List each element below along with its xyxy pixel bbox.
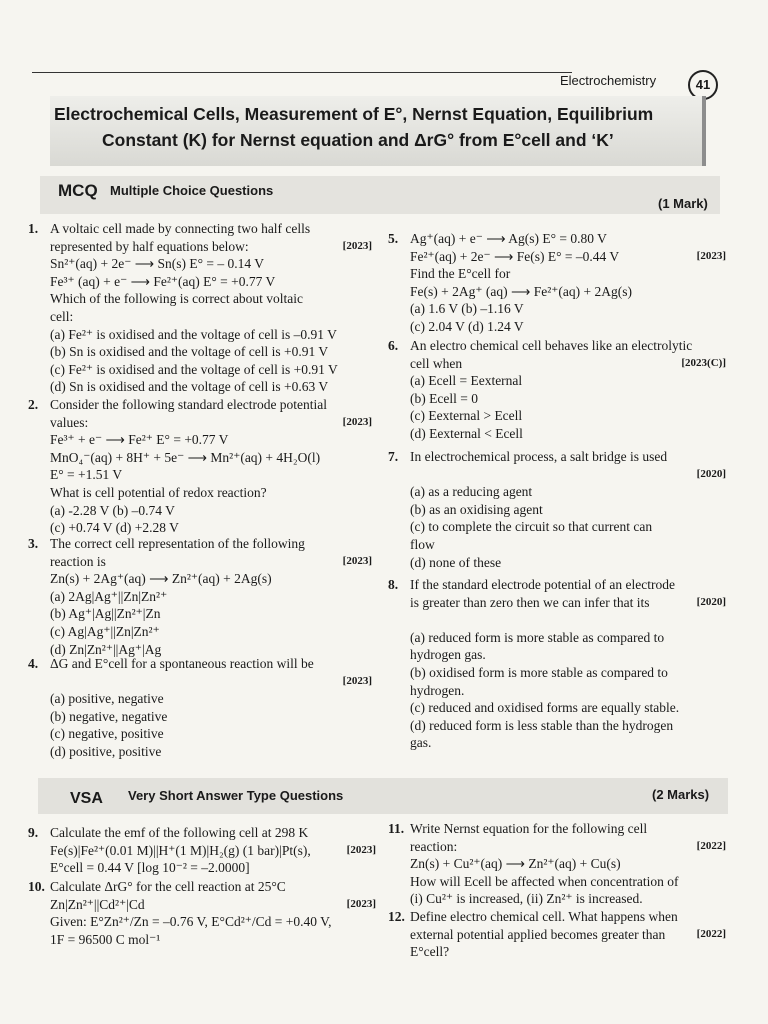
- answer-option: (b) Ecell = 0: [410, 390, 478, 406]
- question-year: [2022]: [696, 840, 726, 852]
- question-text-line: Zn(s) + Cu²⁺(aq) ⟶ Zn²⁺(aq) + Cu(s): [410, 856, 621, 872]
- question-text-line: The correct cell representation of the following: [50, 536, 305, 551]
- question-number: 3.: [28, 536, 39, 551]
- question-year: [2023]: [346, 898, 376, 910]
- question-number: 1.: [28, 221, 39, 236]
- header-rule: [32, 72, 572, 73]
- question-4: [28, 655, 372, 761]
- question-11: [388, 820, 726, 908]
- answer-option: (d) none of these: [410, 554, 502, 570]
- question-text-line: [410, 466, 726, 484]
- question-text-line: In electrochemical process, a salt bridge is used: [410, 449, 668, 464]
- question-text-line: Zn|Zn²⁺||Cd²⁺|Cd: [50, 896, 145, 912]
- question-text-line: Fe(s)|Fe²⁺(0.01 M)||H⁺(1 M)|H₂(g) (1 bar)|Pt(s),: [50, 842, 311, 858]
- question-2: [28, 396, 372, 537]
- vsa-tag: VSA: [70, 790, 103, 807]
- answer-option: (a) positive, negative: [50, 691, 164, 707]
- question-text-line: E°cell?: [410, 944, 450, 960]
- answer-option: (c) reduced and oxidised forms are equally stable.: [410, 700, 680, 716]
- question-year: [2023(C)]: [681, 357, 726, 369]
- question-text-line: Zn(s) + 2Ag⁺(aq) ⟶ Zn²⁺(aq) + 2Ag(s): [50, 571, 272, 587]
- answer-option: (b) negative, negative: [50, 708, 168, 724]
- answer-option: (a) Fe²⁺ is oxidised and the voltage of cell is –0.91 V: [50, 326, 337, 342]
- question-number: 11.: [388, 821, 405, 836]
- question-text-line: Define electro chemical cell. What happens when: [410, 909, 678, 924]
- question-10: [28, 878, 376, 948]
- mcq-section-title: Multiple Choice Questions: [110, 183, 274, 198]
- answer-option: (c) negative, positive: [50, 726, 164, 742]
- question-text-line: Fe(s) + 2Ag⁺ (aq) ⟶ Fe²⁺(aq) + 2Ag(s): [410, 283, 632, 299]
- question-year: [2022]: [696, 928, 726, 940]
- question-number: 2.: [28, 397, 39, 412]
- question-text-line: Which of the following is correct about voltaic: [50, 291, 304, 307]
- question-text-line: Fe³⁺ + e⁻ ⟶ Fe²⁺ E° = +0.77 V: [50, 432, 229, 448]
- question-text-line: [50, 673, 372, 691]
- answer-option: (d) Zn|Zn²⁺||Ag⁺|Ag: [50, 641, 162, 657]
- question-number: 4.: [28, 656, 39, 671]
- question-text-line: Given: E°Zn²⁺/Zn = –0.76 V, E°Cd²⁺/Cd = +0.40 V,: [50, 914, 332, 930]
- question-text-line: flow: [410, 536, 435, 552]
- page-number: 41: [688, 70, 718, 100]
- question-number: 8.: [388, 577, 399, 592]
- question-text-line: Calculate the emf of the following cell at 298 K: [50, 825, 309, 840]
- answer-option: (c) Ag|Ag⁺||Zn|Zn²⁺: [50, 623, 160, 639]
- question-12: [388, 908, 726, 961]
- question-year: [2023]: [342, 555, 372, 567]
- question-8: [388, 576, 726, 752]
- answer-option: (c) Eexternal > Ecell: [410, 408, 523, 424]
- answer-option: (b) Ag⁺|Ag||Zn²⁺|Zn: [50, 606, 161, 622]
- question-text-line: E°cell = 0.44 V [log 10⁻² = –2.0000]: [50, 860, 250, 876]
- question-text-line: external potential applied becomes greater than: [410, 926, 666, 942]
- answer-option: (d) Eexternal < Ecell: [410, 425, 523, 441]
- answer-option: (a) -2.28 V (b) –0.74 V: [50, 502, 175, 518]
- answer-option: (c) +0.74 V (d) +2.28 V: [50, 520, 179, 536]
- chapter-name: Electrochemistry: [560, 73, 657, 88]
- question-text-line: Consider the following standard electrode potential: [50, 397, 328, 412]
- question-text-line: If the standard electrode potential of an electrode: [410, 577, 675, 592]
- vsa-section-title: Very Short Answer Type Questions: [128, 788, 344, 803]
- question-text-line: What is cell potential of redox reaction?: [50, 484, 267, 500]
- question-text-line: reaction is: [50, 553, 106, 569]
- question-year: [2023]: [342, 675, 372, 687]
- question-text-line: Find the E°cell for: [410, 266, 511, 282]
- question-text-line: reaction:: [410, 838, 458, 854]
- question-year: [2020]: [696, 468, 726, 480]
- question-text-line: Ag⁺(aq) + e⁻ ⟶ Ag(s) E° = 0.80 V: [410, 231, 607, 246]
- question-text-line: represented by half equations below:: [50, 238, 249, 254]
- mcq-tag: MCQ: [58, 181, 98, 200]
- answer-option: (b) as an oxidising agent: [410, 501, 543, 517]
- question-text-line: Write Nernst equation for the following cell: [410, 821, 648, 836]
- question-9: [28, 824, 376, 877]
- question-number: 5.: [388, 231, 399, 246]
- mcq-marks: (1 Mark): [658, 196, 708, 211]
- answer-option: (c) 2.04 V (d) 1.24 V: [410, 318, 524, 334]
- question-year: [2023]: [342, 416, 372, 428]
- question-text-line: cell when: [410, 355, 463, 371]
- question-text-line: Calculate ΔrG° for the cell reaction at 25°C: [50, 879, 286, 894]
- question-year: [2023]: [346, 844, 376, 856]
- answer-option: (c) Fe²⁺ is oxidised and the voltage of cell is +0.91 V: [50, 361, 338, 377]
- answer-option: (d) Sn is oxidised and the voltage of cell is +0.63 V: [50, 379, 329, 395]
- answer-option: (b) oxidised form is more stable as compared to: [410, 664, 668, 680]
- question-3: [28, 535, 372, 658]
- question-number: 9.: [28, 825, 39, 840]
- question-year: [2023]: [696, 250, 726, 262]
- answer-option: (a) 2Ag|Ag⁺||Zn|Zn²⁺: [50, 588, 168, 604]
- answer-option: (a) as a reducing agent: [410, 484, 533, 500]
- question-year: [2023]: [342, 240, 372, 252]
- question-1: [28, 220, 372, 396]
- answer-option: (a) Ecell = Eexternal: [410, 373, 523, 389]
- question-text-line: cell:: [50, 308, 74, 324]
- question-7: [388, 448, 726, 571]
- answer-option: (i) Cu²⁺ is increased, (ii) Zn²⁺ is increased.: [410, 891, 643, 907]
- question-text-line: 1F = 96500 C mol⁻¹: [50, 931, 161, 947]
- question-text-line: is greater than zero then we can infer that its: [410, 594, 650, 610]
- vsa-marks: (2 Marks): [652, 787, 710, 802]
- question-text-line: An electro chemical cell behaves like an electrolytic: [410, 338, 693, 353]
- question-text-line: Fe³⁺ (aq) + e⁻ ⟶ Fe²⁺(aq) E° = +0.77 V: [50, 273, 276, 289]
- answer-option: (a) reduced form is more stable as compared to: [410, 629, 665, 645]
- answer-option: (c) to complete the circuit so that current can: [410, 519, 653, 535]
- question-text-line: [410, 611, 726, 629]
- topic-title-line-2: Constant (K) for Nernst equation and ΔrG° from E°cell and ‘K’: [102, 130, 614, 150]
- question-text-line: Sn²⁺(aq) + 2e⁻ ⟶ Sn(s) E° = – 0.14 V: [50, 256, 265, 272]
- question-text-line: E° = +1.51 V: [50, 467, 123, 483]
- answer-option: (d) positive, positive: [50, 743, 162, 759]
- question-text-line: How will Ecell be affected when concentration of: [410, 873, 679, 889]
- question-text-line: MnO₄⁻(aq) + 8H⁺ + 5e⁻ ⟶ Mn²⁺(aq) + 4H₂O(l): [50, 449, 321, 465]
- answer-option: (d) reduced form is less stable than the hydrogen: [410, 717, 674, 733]
- question-text-line: hydrogen.: [410, 682, 465, 698]
- topic-title-line-1: Electrochemical Cells, Measurement of E°, Nernst Equation, Equilibrium: [54, 104, 654, 124]
- question-5: [388, 230, 726, 336]
- question-text-line: gas.: [410, 735, 432, 751]
- question-text-line: hydrogen gas.: [410, 647, 486, 663]
- question-number: 10.: [28, 879, 45, 894]
- answer-option: (a) 1.6 V (b) –1.16 V: [410, 301, 524, 317]
- question-6: [388, 337, 726, 443]
- question-text-line: values:: [50, 414, 89, 430]
- answer-option: (b) Sn is oxidised and the voltage of cell is +0.91 V: [50, 344, 329, 360]
- question-text-line: Fe²⁺(aq) + 2e⁻ ⟶ Fe(s) E° = –0.44 V: [410, 248, 620, 264]
- question-number: 7.: [388, 449, 399, 464]
- question-number: 12.: [388, 909, 405, 924]
- question-year: [2020]: [696, 596, 726, 608]
- question-number: 6.: [388, 338, 399, 353]
- question-text-line: A voltaic cell made by connecting two half cells: [50, 221, 311, 236]
- question-text-line: ΔG and E°cell for a spontaneous reaction will be: [50, 656, 314, 671]
